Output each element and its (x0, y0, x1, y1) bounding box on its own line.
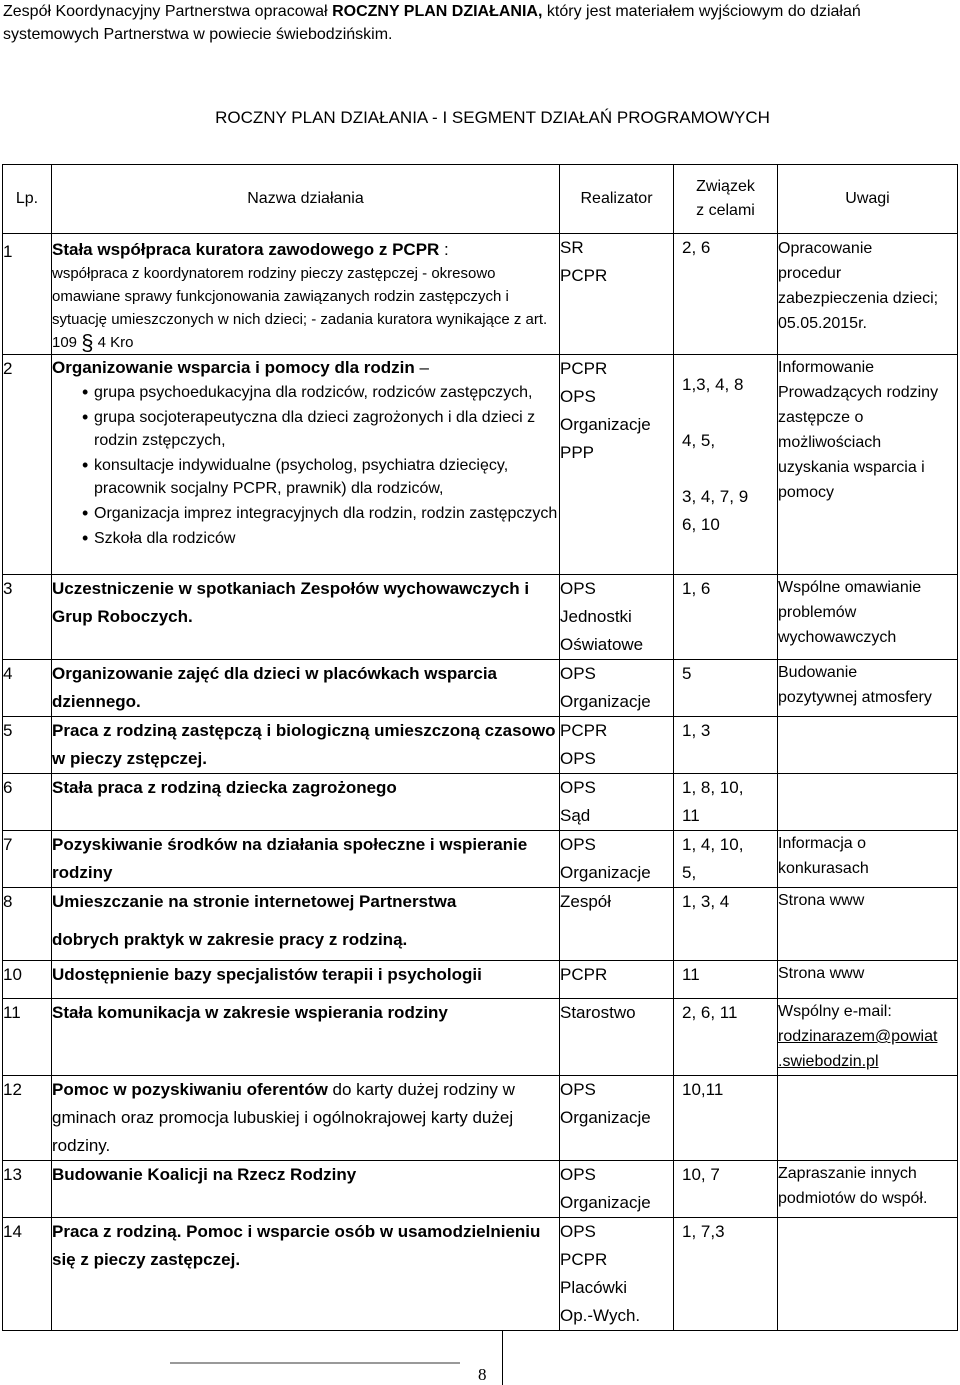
table-row (3, 660, 958, 717)
row-lp: 2 (3, 355, 52, 575)
row-uwagi (778, 961, 958, 999)
plan-table (2, 164, 958, 1331)
relation-item: 4, 5, (682, 431, 716, 450)
relation-item: 1, 8, 10, (682, 778, 744, 797)
relation-item: 3, 4, 7, 9 (682, 487, 749, 506)
realizator-item: PCPR (560, 1250, 608, 1269)
uwagi-line: podmiotów do współ. (778, 1190, 928, 1207)
realizator-item: Sąd (560, 806, 591, 825)
uwagi-line: Wspólny e-mail: (778, 1003, 892, 1020)
uwagi-line: wychowawczych (778, 629, 897, 646)
header-lp: Lp. (3, 165, 52, 234)
row-realizator (560, 575, 674, 660)
row-lp: 7 (3, 831, 52, 888)
realizator-item: OPS (560, 1080, 596, 1099)
row-title: Stała praca z rodziną dziecka zagrożonego (52, 774, 560, 831)
table-row (3, 355, 958, 575)
table-row (3, 575, 958, 660)
relation-item: 1, 7,3 (682, 1222, 725, 1241)
row-relation (674, 660, 778, 717)
page-heading: ROCZNY PLAN DZIAŁANIA - I SEGMENT DZIAŁAŃ PROGRAMOWYCH (215, 108, 770, 127)
row-relation (674, 234, 778, 355)
uwagi-line: Budowanie (778, 664, 858, 681)
uwagi-line: Zapraszanie innych (778, 1165, 917, 1182)
uwagi-line: Informacja o (778, 835, 867, 852)
email-link[interactable]: .swiebodzin.pl (778, 1053, 879, 1070)
realizator-item: OPS (560, 835, 596, 854)
table-row (3, 999, 958, 1076)
uwagi-line: problemów (778, 604, 857, 621)
realizator-item: Jednostki (560, 607, 632, 626)
row-title: Praca z rodziną. Pomoc i wsparcie osób w usamodzielnieniu się z pieczy zastępczej. (52, 1218, 560, 1331)
row-realizator (560, 961, 674, 999)
realizator-item: Starostwo (560, 1003, 636, 1022)
uwagi-line: zabezpieczenia dzieci; (778, 290, 939, 307)
header-realizator: Realizator (560, 165, 674, 234)
page-number: 8 (478, 1365, 487, 1384)
list-item: • Organizacja imprez integracyjnych dla rodzin, rodzin zastępczych (52, 502, 559, 525)
realizator-item: Organizacje (560, 415, 651, 434)
relation-item: 5, (682, 863, 697, 882)
row-lp: 4 (3, 660, 52, 717)
row-realizator (560, 1076, 674, 1161)
header-uwagi: Uwagi (778, 165, 958, 234)
row-uwagi (778, 1076, 958, 1161)
uwagi-line: pomocy (778, 484, 835, 501)
realizator-item: Organizacje (560, 863, 651, 882)
row-relation (674, 717, 778, 774)
row-title: Stała komunikacja w zakresie wspierania rodziny (52, 999, 560, 1076)
list-item: • grupa psychoedukacyjna dla rodziców, rodziców zastępczych, (52, 381, 559, 404)
uwagi-line: Wspólne omawianie (778, 579, 922, 596)
uwagi-line: 05.05.2015r. (778, 315, 867, 332)
row-title-line: Umieszczanie na stronie internetowej Partnerstwa (52, 892, 457, 911)
row-title: Budowanie Koalicji na Rzecz Rodziny (52, 1161, 560, 1218)
row-uwagi (778, 1161, 958, 1218)
realizator-item: Zespół (560, 892, 612, 911)
row-lp: 5 (3, 717, 52, 774)
realizator-item: OPS (560, 778, 596, 797)
row-name (52, 355, 560, 575)
realizator-item: Organizacje (560, 692, 651, 711)
row-uwagi (778, 888, 958, 961)
uwagi-line: uzyskania wsparcia i (778, 459, 925, 476)
relation-item: 2, 6, 11 (682, 1003, 738, 1022)
row-lp: 11 (3, 999, 52, 1076)
header-name: Nazwa działania (52, 165, 560, 234)
intro-text-2: który jest materiałem wyjściowym do działań systemowych Partnerstwa w powiecie świebodzińskim. (3, 3, 861, 43)
row-uwagi (778, 831, 958, 888)
table-row (3, 831, 958, 888)
row-realizator (560, 999, 674, 1076)
uwagi-line: zastępcze o (778, 409, 864, 426)
header-relation-line2: z celami (696, 202, 755, 219)
row-realizator (560, 234, 674, 355)
uwagi-line: Prowadzących rodziny (778, 384, 939, 401)
row-realizator (560, 1161, 674, 1218)
uwagi-line: Informowanie (778, 359, 875, 376)
intro-text-1: Zespół Koordynacyjny Partnerstwa opracował (3, 3, 328, 20)
realizator-item: Organizacje (560, 1193, 651, 1212)
realizator-item: Placówki (560, 1278, 628, 1297)
row-description (52, 262, 559, 354)
table-row (3, 717, 958, 774)
relation-item: 1, 3, 4 (682, 892, 730, 911)
intro-paragraph (3, 0, 958, 46)
relation-item: 1, 6 (682, 579, 711, 598)
relation-item: 1, 4, 10, (682, 835, 744, 854)
section-sign: § (81, 330, 94, 356)
row-title-bold: Pomoc w pozyskiwaniu oferentów (52, 1080, 328, 1099)
row-uwagi (778, 999, 958, 1076)
email-link[interactable]: rodzinarazem@powiat (778, 1028, 938, 1045)
activity-list (52, 381, 559, 550)
row-title: Pozyskiwanie środków na działania społeczne i wspieranie rodziny (52, 831, 560, 888)
table-row (3, 1076, 958, 1161)
row-realizator (560, 1218, 674, 1331)
row-uwagi (778, 660, 958, 717)
realizator-item: PCPR (560, 965, 608, 984)
row-lp: 13 (3, 1161, 52, 1218)
relation-item: 2, 6 (682, 238, 711, 257)
row-uwagi (778, 774, 958, 831)
row-relation (674, 575, 778, 660)
relation-item: 1, 3 (682, 721, 711, 740)
row-lp: 1 (3, 234, 52, 355)
table-row (3, 1218, 958, 1331)
realizator-item: SR (560, 238, 584, 257)
realizator-item: PPP (560, 443, 595, 462)
relation-item: 10,11 (682, 1080, 724, 1099)
header-relation (674, 165, 778, 234)
row-title: Organizowanie wsparcia i pomocy dla rodzin (52, 358, 415, 377)
realizator-item: OPS (560, 664, 596, 683)
table-row (3, 888, 958, 961)
intro-bold-title: ROCZNY PLAN DZIAŁANIA, (332, 3, 543, 20)
table-row (3, 1161, 958, 1218)
table-row (3, 774, 958, 831)
row-realizator (560, 660, 674, 717)
realizator-item: Op.-Wych. (560, 1306, 641, 1325)
header-relation-line1: Związek (696, 178, 755, 195)
row-uwagi (778, 355, 958, 575)
row-realizator (560, 831, 674, 888)
realizator-item: OPS (560, 579, 596, 598)
realizator-item: OPS (560, 749, 596, 768)
uwagi-line: Strona www (778, 892, 865, 909)
realizator-item: PCPR (560, 359, 608, 378)
row-relation (674, 831, 778, 888)
table-header-row (3, 165, 958, 234)
realizator-item: OPS (560, 1165, 596, 1184)
row-title (52, 1076, 560, 1161)
row-relation (674, 888, 778, 961)
row-title: Udostępnienie bazy specjalistów terapii i psychologii (52, 961, 560, 999)
row-title: Stała współpraca kuratora zawodowego z PCPR (52, 240, 440, 259)
realizator-item: Oświatowe (560, 635, 644, 654)
footer-divider (170, 1362, 460, 1364)
uwagi-line: pozytywnej atmosfery (778, 689, 932, 706)
row-uwagi (778, 575, 958, 660)
row-lp: 6 (3, 774, 52, 831)
row-relation (674, 999, 778, 1076)
row-realizator (560, 355, 674, 575)
row-realizator (560, 774, 674, 831)
row-title-line: dobrych praktyk w zakresie pracy z rodziną. (52, 930, 408, 949)
list-item: • konsultacje indywidualne (psycholog, psychiatra dziecięcy, pracownik socjalny PCPR, prawnik) dla rodziców, (52, 454, 559, 500)
uwagi-line: Opracowanie (778, 240, 873, 257)
uwagi-line: możliwościach (778, 434, 882, 451)
row-desc-text: współpraca z koordynatorem rodziny pieczy zastępczej - okresowo omawiane sprawy funkcjonowania zawiązanych rodzin zastępczych i sytuację umieszczonych w nich dzieci; - zadania kuratora wynikające z art. 109 (52, 265, 548, 351)
row-relation (674, 355, 778, 575)
row-lp: 3 (3, 575, 52, 660)
row-realizator (560, 888, 674, 961)
row-uwagi (778, 234, 958, 355)
uwagi-line: konkurasach (778, 860, 869, 877)
table-row (3, 961, 958, 999)
row-name (52, 234, 560, 355)
relation-item: 11 (682, 965, 700, 984)
relation-item: 1,3, 4, 8 (682, 375, 744, 394)
page-number-line (502, 1330, 503, 1385)
row-relation (674, 961, 778, 999)
row-title-suffix: – (414, 358, 429, 377)
realizator-item: Organizacje (560, 1108, 651, 1127)
row-relation (674, 774, 778, 831)
row-relation (674, 1076, 778, 1161)
row-relation (674, 1218, 778, 1331)
list-item: • Szkoła dla rodziców (52, 527, 559, 550)
realizator-item: OPS (560, 387, 596, 406)
realizator-item: PCPR (560, 721, 608, 740)
uwagi-line: procedur (778, 265, 842, 282)
row-title: Uczestniczenie w spotkaniach Zespołów wychowawczych i Grup Roboczych. (52, 575, 560, 660)
realizator-item: PCPR (560, 266, 608, 285)
row-lp: 8 (3, 888, 52, 961)
realizator-item: OPS (560, 1222, 596, 1241)
table-row (3, 234, 958, 355)
relation-item: 5 (682, 664, 692, 683)
row-lp: 12 (3, 1076, 52, 1161)
row-desc-end: 4 Kro (97, 334, 134, 351)
row-lp: 14 (3, 1218, 52, 1331)
list-item: • grupa socjoterapeutyczna dla dzieci zagrożonych i dla dzieci z rodzin zstępczych, (52, 406, 559, 452)
row-uwagi (778, 1218, 958, 1331)
row-lp: 10 (3, 961, 52, 999)
row-title: Organizowanie zajęć dla dzieci w placówkach wsparcia dziennego. (52, 660, 560, 717)
row-relation (674, 1161, 778, 1218)
row-title (52, 888, 560, 961)
relation-item: 6, 10 (682, 515, 720, 534)
uwagi-line: Strona www (778, 965, 865, 982)
row-title-suffix: : (439, 240, 449, 259)
relation-item: 11 (682, 806, 700, 825)
row-title: Praca z rodziną zastępczą i biologiczną umieszczoną czasowo w pieczy zstępczej. (52, 717, 560, 774)
row-realizator (560, 717, 674, 774)
relation-item: 10, 7 (682, 1165, 720, 1184)
row-uwagi (778, 717, 958, 774)
row-title-rest: do karty dużej rodziny w gminach oraz promocja lubuskiej i ogólnokrajowej karty dużej rodziny. (52, 1080, 515, 1155)
